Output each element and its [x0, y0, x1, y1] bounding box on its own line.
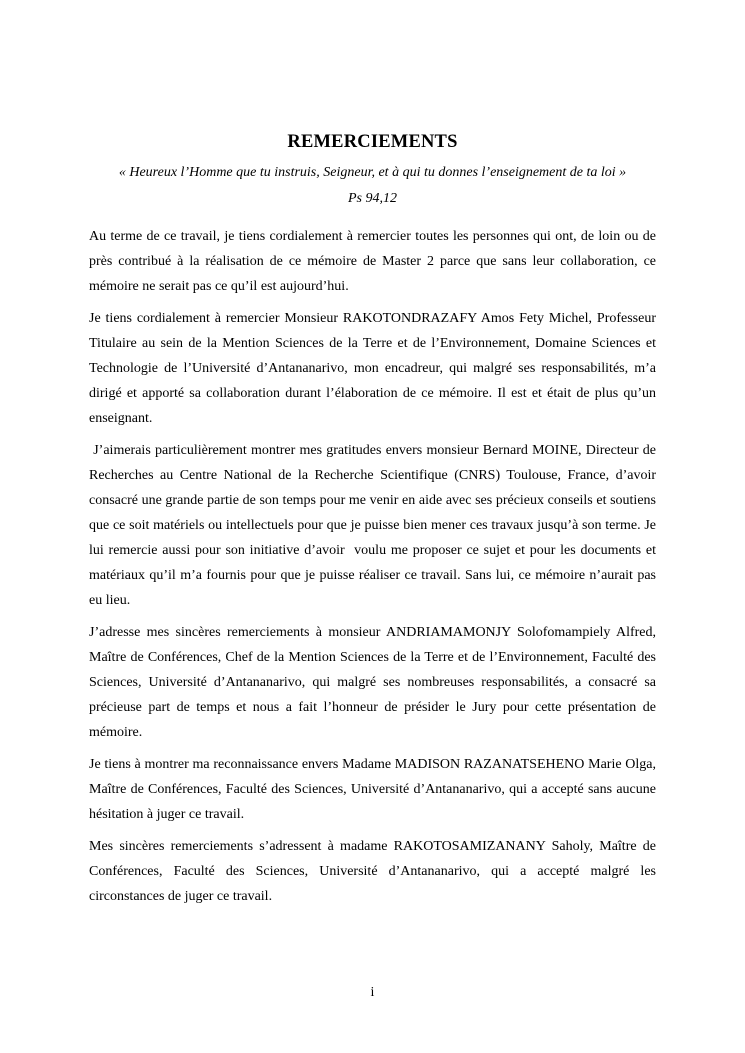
epigraph-quote: « Heureux l’Homme que tu instruis, Seigneur, et à qui tu donnes l’enseignement de ta loi » — [118, 165, 627, 180]
paragraph: J’aimerais particulièrement montrer mes gratitudes envers monsieur Bernard MOINE, Directeur de Recherches au Centre National de la Recherche Scientifique (CNRS) Toulouse, France, d’avoir consacré une grande partie de son temps pour me venir en aide avec ses précieux conseils et soutiens que ce soit matériels ou intellectuels pour que je puisse bien mener ces travaux jusqu’à son terme. Je lui remercie aussi pour son initiative d’avoir voulu me proposer ce sujet et pour les documents et matériaux qu’il m’a fournis pour que je puisse réaliser ce travail. Sans lui, ce mémoire n’aurait pas eu lieu. — [89, 443, 660, 608]
paragraph: Au terme de ce travail, je tiens cordialement à remercier toutes les personnes qui ont, de loin ou de près contribué à la réalisation de ce mémoire de Master 2 parce que sans leur collaboration, ce mémoire ne serait pas ce qu’il est aujourd’hui. — [89, 229, 656, 294]
acknowledgements-body — [89, 224, 660, 916]
page-title: REMERCIEMENTS — [287, 132, 458, 152]
paragraph: Je tiens cordialement à remercier Monsieur RAKOTONDRAZAFY Amos Fety Michel, Professeur Titulaire au sein de la Mention Sciences de la Terre et de l’Environnement, Domaine Sciences et Technologie de l’Université d’Antananarivo, mon encadreur, qui malgré ses responsabilités, m’a dirigé et apporté sa collaboration durant l’élaboration de ce mémoire. Il est et était de plus qu’un enseignant. — [89, 311, 656, 426]
paragraph: J’adresse mes sincères remerciements à monsieur ANDRIAMAMONJY Solofomampiely Alfred, Maître de Conférences, Chef de la Mention Sciences de la Terre et de l’Environnement, Faculté des Sciences, Université d’Antananarivo, qui malgré ses nombreuses responsabilités, a consacré sa précieuse part de temps et nous a fait l’honneur de présider le Jury pour cette présentation de mémoire. — [89, 625, 656, 740]
epigraph-reference: Ps 94,12 — [348, 191, 397, 206]
paragraph: Mes sincères remerciements s’adressent à madame RAKOTOSAMIZANANY Saholy, Maître de Conférences, Faculté des Sciences, Université d’Antananarivo, qui a accepté malgré les circonstances de juger ce travail. — [89, 839, 656, 904]
paragraph: Je tiens à montrer ma reconnaissance envers Madame MADISON RAZANATSEHENO Marie Olga, Maître de Conférences, Faculté des Sciences, Université d’Antananarivo, qui a accepté sans aucune hésitation à juger ce travail. — [89, 757, 656, 822]
page-number: i — [370, 985, 375, 1000]
